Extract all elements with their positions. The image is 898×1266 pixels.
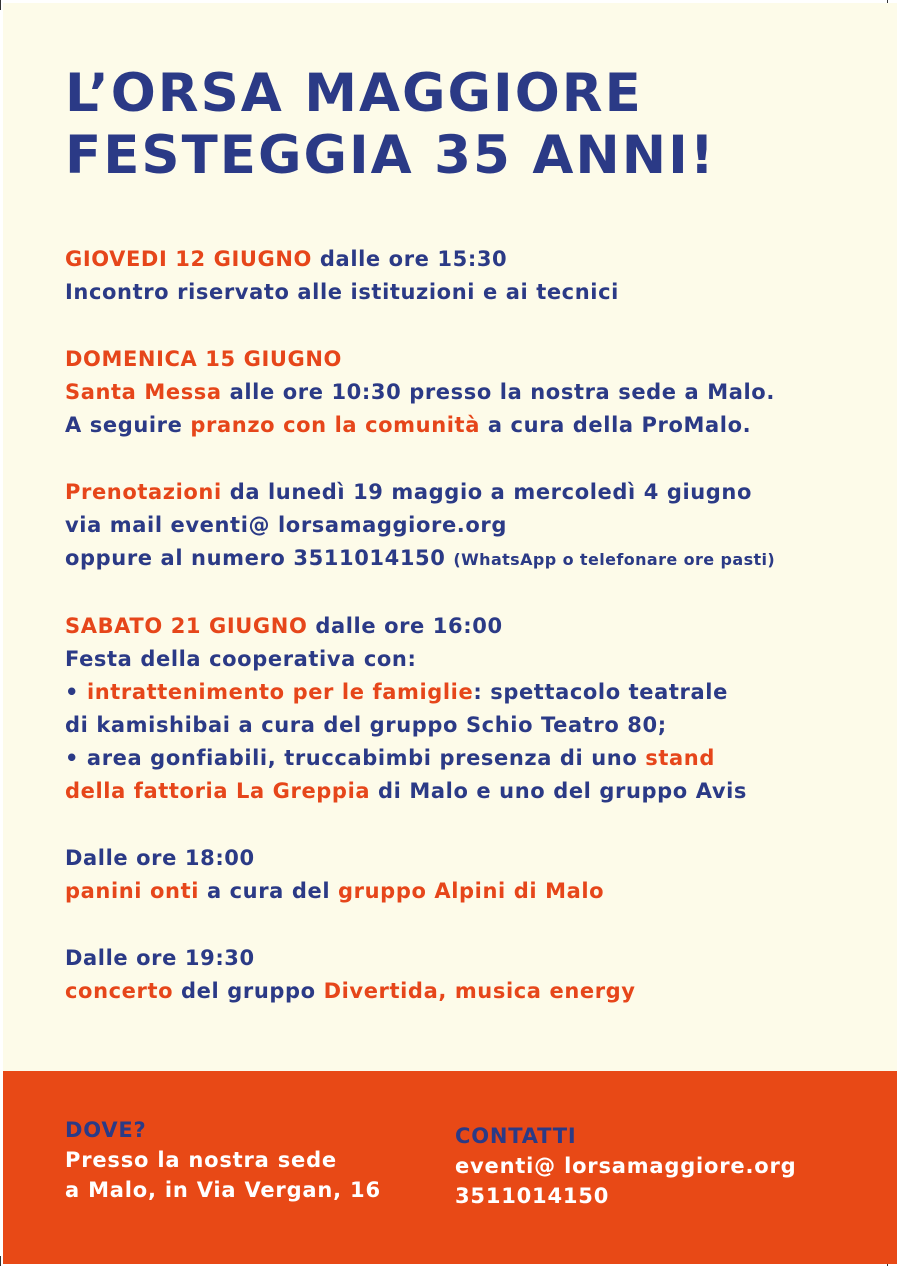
event-domenica-date: DOMENICA 15 GIUGNO <box>65 347 342 371</box>
contatti-phone[interactable]: 3511014150 <box>455 1184 610 1208</box>
bullet-2-text: • area gonfiabili, truccabimbi presenza di uno <box>65 746 646 770</box>
bullet-2-highlight-2: della fattoria La Greppia <box>65 779 371 803</box>
panini-highlight: panini onti <box>65 879 200 903</box>
event-giovedi-heading <box>65 243 897 276</box>
alpini-highlight: gruppo Alpini di Malo <box>338 879 605 903</box>
event-sera-18-time: Dalle ore 18:00 <box>65 846 255 870</box>
event-sabato <box>65 610 897 808</box>
prenotazioni-phone-note: (WhatsApp o telefonare ore pasti) <box>453 550 776 569</box>
dove-line-2: a Malo, in Via Vergan, 16 <box>65 1178 381 1202</box>
flyer-page <box>3 3 897 1264</box>
event-giovedi-desc: Incontro riservato alle istituzioni e ai tecnici <box>65 280 619 304</box>
prenotazioni-dates: da lunedì 19 maggio a mercoledì 4 giugno <box>221 480 753 504</box>
pranzo-intro: A seguire <box>65 413 191 437</box>
bullet-1-line-2: di kamishibai a cura del gruppo Schio Teatro 80; <box>65 713 667 737</box>
event-sera-18-desc <box>65 875 897 908</box>
event-sera-1930 <box>65 942 897 1008</box>
pranzo-details: a cura della ProMalo. <box>479 413 752 437</box>
event-giovedi <box>65 243 897 309</box>
dove-label: DOVE? <box>65 1118 147 1142</box>
event-sabato-intro: Festa della cooperativa con: <box>65 647 417 671</box>
event-sera-18 <box>65 842 897 908</box>
sera-1930-mid: del gruppo <box>173 979 324 1003</box>
event-sera-1930-time: Dalle ore 19:30 <box>65 946 255 970</box>
bullet-1-rest: : spettacolo teatrale <box>473 680 728 704</box>
prenotazioni-mail: via mail eventi@ lorsamaggiore.org <box>65 513 507 537</box>
event-sera-1930-desc <box>65 975 897 1008</box>
prenotazioni-label: Prenotazioni <box>65 480 222 504</box>
divertida-highlight: Divertida, musica energy <box>323 979 636 1003</box>
crop-mark-bottom-left <box>0 1256 1 1266</box>
contatti-label: CONTATTI <box>455 1124 577 1148</box>
event-domenica-pranzo <box>65 409 897 442</box>
event-sabato-heading <box>65 610 897 643</box>
contatti-email[interactable]: eventi@ lorsamaggiore.org <box>455 1154 797 1178</box>
pranzo-highlight: pranzo con la comunità <box>190 413 480 437</box>
bullet-2-line-2 <box>65 775 897 808</box>
event-giovedi-time: dalle ore 15:30 <box>312 247 508 271</box>
prenotazioni-phone-line <box>65 542 897 576</box>
bullet-1-highlight: intrattenimento per le famiglie <box>86 680 474 704</box>
footer-band <box>3 1071 897 1264</box>
crop-mark-top-left <box>0 0 1 10</box>
event-sabato-date: SABATO 21 GIUGNO <box>65 614 308 638</box>
concerto-highlight: concerto <box>65 979 174 1003</box>
event-program <box>65 243 897 1042</box>
prenotazioni-phone: oppure al numero 3511014150 <box>65 546 454 570</box>
bullet-1-prefix: • <box>65 680 87 704</box>
prenotazioni-section <box>65 476 897 576</box>
event-sabato-time: dalle ore 16:00 <box>307 614 503 638</box>
bullet-intrattenimento <box>65 676 897 709</box>
bullet-2-highlight: stand <box>645 746 715 770</box>
event-giovedi-date: GIOVEDI 12 GIUGNO <box>65 247 312 271</box>
bullet-2-rest: di Malo e uno del gruppo Avis <box>370 779 748 803</box>
dove-line-1: Presso la nostra sede <box>65 1148 337 1172</box>
bullet-gonfiabili <box>65 742 897 775</box>
event-domenica-messa <box>65 376 897 409</box>
title-line-2: FESTEGGIA 35 ANNI! <box>65 125 716 186</box>
messa-highlight: Santa Messa <box>65 380 222 404</box>
page-title <box>65 63 716 187</box>
sera-18-mid: a cura del <box>199 879 339 903</box>
prenotazioni-dates-line <box>65 476 897 509</box>
footer-dove <box>65 1115 381 1205</box>
title-line-1: L’ORSA MAGGIORE <box>65 63 643 124</box>
event-domenica <box>65 343 897 442</box>
footer-contatti <box>455 1121 796 1211</box>
messa-details: alle ore 10:30 presso la nostra sede a Malo. <box>221 380 775 404</box>
